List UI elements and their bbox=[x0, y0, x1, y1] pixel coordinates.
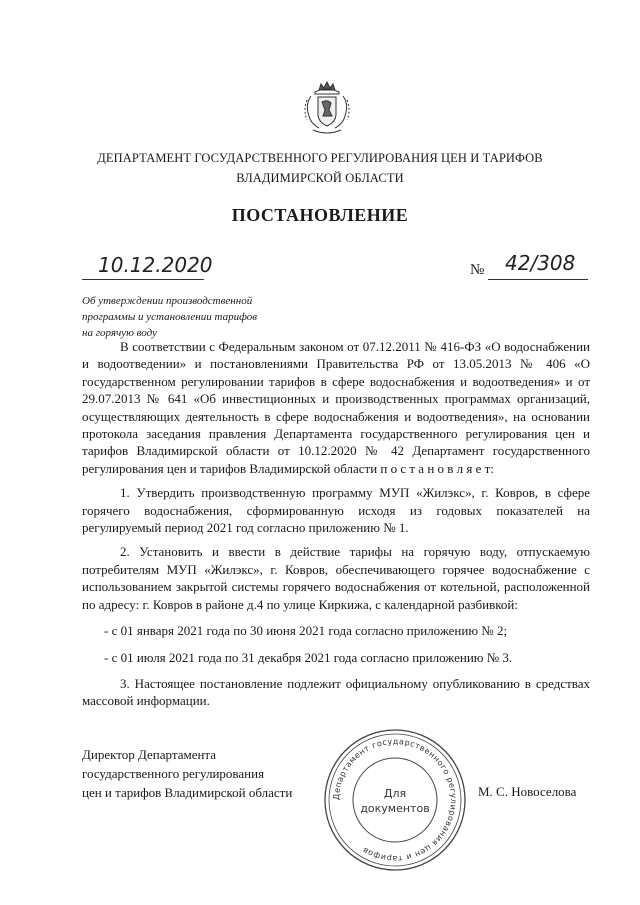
department-name-line1: ДЕПАРТАМЕНТ ГОСУДАРСТВЕННОГО РЕГУЛИРОВАНИЯ ЦЕН И ТАРИФОВ bbox=[97, 151, 543, 165]
document-subject bbox=[82, 293, 302, 341]
clause-3: 3. Настоящее постановление подлежит официальному опубликованию в средствах массовой информации. bbox=[82, 675, 590, 709]
subject-line: программы и установлении тарифов bbox=[82, 311, 258, 323]
subject-line: Об утверждении производственной bbox=[82, 295, 253, 307]
number-underline bbox=[488, 279, 588, 280]
subject-line: на горячую воду bbox=[82, 327, 157, 339]
stamp-center-line1: Для bbox=[383, 787, 407, 800]
position-line: цен и тарифов Владимирской области bbox=[82, 785, 293, 800]
signatory-name: М. С. Новоселова bbox=[478, 784, 577, 799]
clause-1: 1. Утвердить производственную программу МУП «Жилэкс», г. Ковров, в сфере горячего водоснабжения, сформированную исходя из годовых показателей на регулируемый период 2021 год согласно приложению № 1. bbox=[82, 485, 590, 536]
document-body bbox=[82, 338, 590, 710]
department-name-line2: ВЛАДИМИРСКОЙ ОБЛАСТИ bbox=[236, 171, 404, 185]
stamp-ring-text: Департамент государственного регулирования цен и тарифов bbox=[331, 736, 459, 864]
document-date: 10.12.2020 bbox=[98, 253, 213, 277]
position-line: Директор Департамента bbox=[82, 747, 217, 762]
date-underline bbox=[82, 279, 204, 280]
document-title: ПОСТАНОВЛЕНИЕ bbox=[231, 205, 409, 225]
intro-paragraph: В соответствии с Федеральным законом от 07.12.2011 № 416-ФЗ «О водоснабжении и водоотведении» и постановлениями Правительства РФ от 13.05.2013 № 406 «О государственном регулировании тарифов в сфере водоснабжения и водоотведения» и от 29.07.2013 № 641 «Об инвестиционных и производственных программах организаций, осуществляющих деятельность в сфере водоснабжения и водоотведения», на основании протокола заседания правления Департамента государственного регулирования цен и тарифов Владимирской области от 10.12.2020 № 42 Департамент государственного регулирования цен и тарифов Владимирской области п о с т а н о в л я е т: bbox=[82, 339, 590, 476]
coat-of-arms-icon bbox=[301, 80, 353, 138]
clause-2: 2. Установить и ввести в действие тарифы на горячую воду, отпускаемую потребителям МУП «Жилэкс», г. Ковров, обеспечивающего горячее водоснабжение с использованием закрытой системы горячего водоснабжения от котельной, расположенной по адресу: г. Ковров в районе д.4 по улице Киркижа, с календарной разбивкой: bbox=[82, 544, 590, 612]
clause-2-period-1: - с 01 января 2021 года по 30 июня 2021 года согласно приложению № 2; bbox=[104, 623, 508, 639]
position-line: государственного регулирования bbox=[82, 766, 265, 781]
signatory-position bbox=[82, 745, 292, 802]
stamp-center-line2: документов bbox=[360, 802, 430, 815]
clause-2-period-2: - с 01 июля 2021 года по 31 декабря 2021 года согласно приложению № 3. bbox=[104, 649, 513, 665]
number-label: № bbox=[470, 262, 485, 278]
official-stamp bbox=[320, 725, 470, 875]
document-number: 42/308 bbox=[505, 251, 576, 275]
